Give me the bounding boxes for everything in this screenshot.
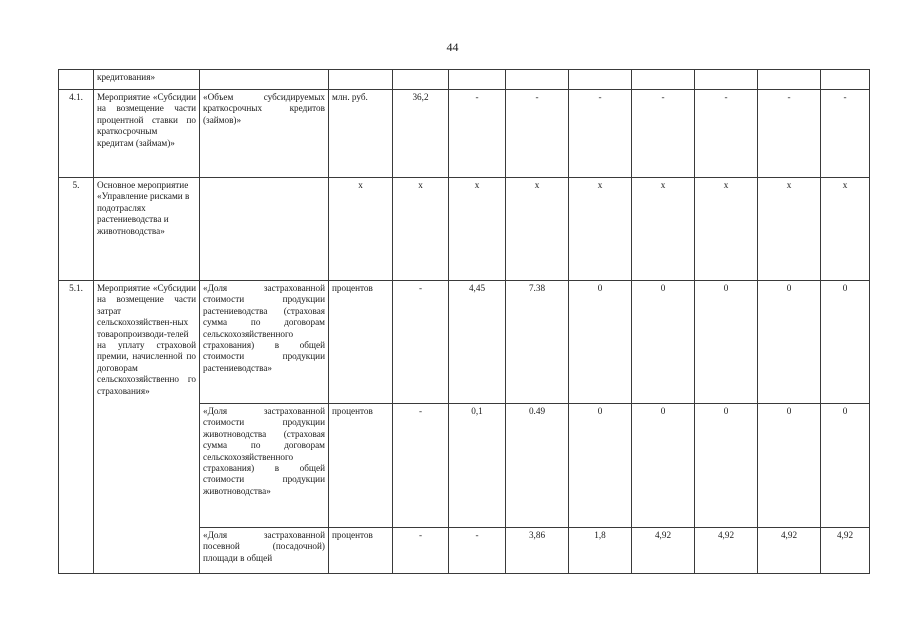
cell-indicator <box>200 178 329 281</box>
cell-value: х <box>821 178 870 281</box>
cell-value: 4,45 <box>449 281 506 404</box>
cell-value: 0 <box>569 404 632 528</box>
table-row-4-1 <box>59 90 870 178</box>
table-row-5 <box>59 178 870 281</box>
cell-value: 0 <box>632 404 695 528</box>
cell-indicator <box>200 70 329 90</box>
cell-value: - <box>393 281 449 404</box>
cell-value: 0 <box>758 404 821 528</box>
cell-value: 1,8 <box>569 528 632 574</box>
cell-value: - <box>393 528 449 574</box>
cell-value: 7.38 <box>506 281 569 404</box>
cell-value: 4,92 <box>758 528 821 574</box>
page-number: 44 <box>446 40 459 54</box>
cell-value: 4,92 <box>695 528 758 574</box>
cell-value: х <box>393 178 449 281</box>
cell-value: 0 <box>695 404 758 528</box>
cell-name: кредитования» <box>94 70 200 90</box>
cell-value: - <box>506 90 569 178</box>
cell-value: - <box>393 404 449 528</box>
cell-value: 0,1 <box>449 404 506 528</box>
cell-unit: процентов <box>329 281 393 404</box>
cell-num: 5. <box>59 178 94 281</box>
cell-value: 3,86 <box>506 528 569 574</box>
cell-name: Мероприятие «Субсидии на возмещение части процентной ставки по краткосрочным кредитам (займам)» <box>94 90 200 178</box>
cell-value: - <box>449 90 506 178</box>
table-row-continuation <box>59 70 870 90</box>
cell-value: 0 <box>695 281 758 404</box>
cell-name: Основное мероприятие «Управление рисками в подотраслях растениеводства и животноводства» <box>94 178 200 281</box>
cell-value: - <box>821 90 870 178</box>
cell-value: х <box>695 178 758 281</box>
cell-unit <box>329 70 393 90</box>
cell-value: - <box>449 528 506 574</box>
cell-value: 0 <box>569 281 632 404</box>
cell-value: х <box>449 178 506 281</box>
cell-value: 4,92 <box>821 528 870 574</box>
cell-num <box>59 70 94 90</box>
cell-num: 5.1. <box>59 281 94 574</box>
cell-value: 0 <box>821 281 870 404</box>
cell-value: - <box>695 90 758 178</box>
cell-indicator: «Доля застрахованной посевной (посадочной) площади в общей <box>200 528 329 574</box>
cell-unit: процентов <box>329 528 393 574</box>
cell-indicator: «Доля застрахованной стоимости продукции животноводства (страховая сумма по договорам сельскохозяйственного страхования) в общей стоимости продукции животноводства» <box>200 404 329 528</box>
cell-value: - <box>758 90 821 178</box>
cell-value: - <box>569 90 632 178</box>
cell-value: х <box>506 178 569 281</box>
cell-value: 4,92 <box>632 528 695 574</box>
cell-unit: процентов <box>329 404 393 528</box>
cell-value: - <box>632 90 695 178</box>
cell-num: 4.1. <box>59 90 94 178</box>
cell-name: Мероприятие «Субсидии на возмещение части затрат сельскохозяйствен-ных товаропроизводи-телей на уплату страховой премии, начисленной по договорам сельскохозяйственно го страхования» <box>94 281 200 574</box>
cell-value: 0.49 <box>506 404 569 528</box>
cell-unit: млн. руб. <box>329 90 393 178</box>
cell-value: х <box>632 178 695 281</box>
cell-value: х <box>569 178 632 281</box>
cell-value: 0 <box>758 281 821 404</box>
cell-value: х <box>329 178 393 281</box>
cell-indicator: «Объем субсидируемых краткосрочных кредитов (займов)» <box>200 90 329 178</box>
cell-value: 0 <box>821 404 870 528</box>
cell-indicator: «Доля застрахованной стоимости продукции растениеводства (страховая сумма по договорам сельскохозяйственного страхования) в общей стоимости продукции растениеводства» <box>200 281 329 404</box>
program-indicators-table <box>58 69 870 574</box>
table-row-5-1-a <box>59 281 870 404</box>
cell-value: х <box>758 178 821 281</box>
cell-value: 36,2 <box>393 90 449 178</box>
cell-value: 0 <box>632 281 695 404</box>
